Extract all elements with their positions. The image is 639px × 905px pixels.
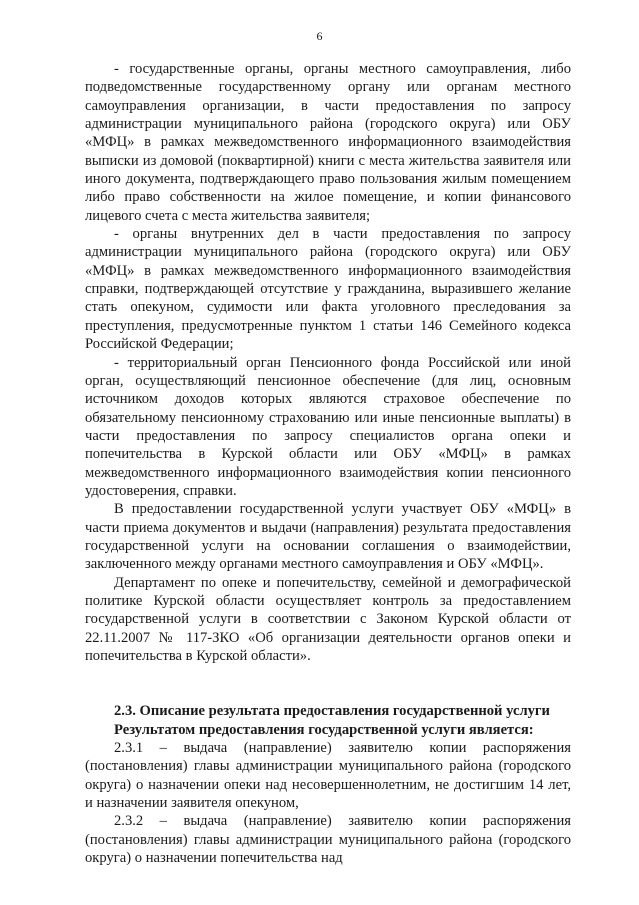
section-subheading: Результатом предоставления государственной услуги является: [114,721,534,738]
section-heading: 2.3. Описание результата предоставления государственной услуги [114,703,550,720]
paragraph-pension-fund: - территориальный орган Пенсионного фонда Российской или иной орган, осуществляющий пенсионное обеспечение (для лиц, основным источником доходов которых являются страховое обеспечение по обязательному пенсионному страхованию или иные пенсионные выплаты) в части предоставления по запросу специалистов органа опеки и попечительства в Курской области или ОБУ «МФЦ» в рамках межведомственного информационного взаимодействия копии пенсионного удостоверения, справки. [85,354,571,499]
result-item-2-3-1: 2.3.1 – выдача (направление) заявителю копии распоряжения (постановления) главы администрации муниципального района (городского округа) о назначении опеки над несовершеннолетним, не достигшим 14 лет, и назначении заявителя опекуном, [85,740,571,812]
paragraph-internal-affairs: - органы внутренних дел в части предоставления по запросу администрации муниципального района (городского округа) или ОБУ «МФЦ» в рамках межведомственного информационного взаимодействия справки, подтверждающей отсутствие у гражданина, выразившего желание стать опекуном, судимости или факта уголовного преследования за преступления, предусмотренные пунктом 1 статьи 146 Семейного кодекса Российской Федерации; [85,226,571,353]
document-body [85,60,571,867]
paragraph-government-bodies: - государственные органы, органы местного самоуправления, либо подведомственные государственному органу или органам местного самоуправления организации, в части предоставления по запросу администрации муниципального района (городского округа) или ОБУ «МФЦ» в рамках межведомственного информационного взаимодействия выписки из домовой (поквартирной) книги с места жительства заявителя или иного документа, подтверждающего право пользования жилым помещением либо право собственности на жилое помещение, и копии финансового лицевого счета с места жительства заявителя; [85,61,571,224]
paragraph-mfc-participation: В предоставлении государственной услуги участвует ОБУ «МФЦ» в части приема документов и выдачи (направления) результата предоставления государственной услуги на основании соглашения о взаимодействии, заключенного между органами местного самоуправления и ОБУ «МФЦ». [85,501,571,573]
page-number: 6 [316,29,323,43]
result-item-2-3-2: 2.3.2 – выдача (направление) заявителю копии распоряжения (постановления) главы администрации муниципального района (городского округа) о назначении попечительства над [85,813,571,867]
paragraph-department-control: Департамент по опеке и попечительству, семейной и демографической политике Курской области осуществляет контроль за предоставлением государственной услуги в соответствии с Законом Курской области от 22.11.2007 № 117-ЗКО «Об организации деятельности органов опеки и попечительства в Курской области». [85,574,571,664]
